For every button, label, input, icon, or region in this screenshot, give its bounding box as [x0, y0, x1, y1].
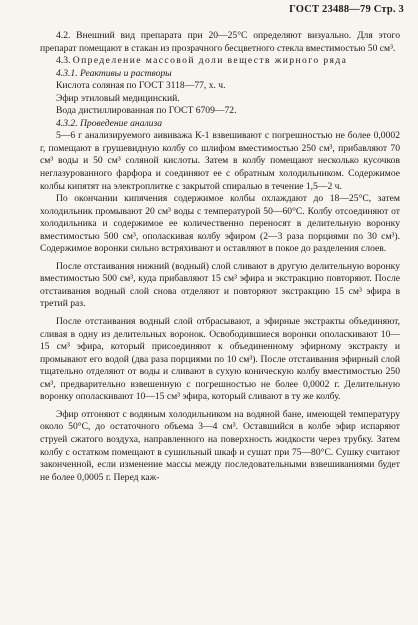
section-4-2-paragraph: 4.2. Внешний вид препарата при 20—25°С определяют визуально. Для этого препарат помещают в стакан из прозрачного бесцветного стекла вместимостью 50 см³. [40, 30, 400, 54]
document-body [40, 30, 400, 484]
section-4-3-1-heading: 4.3.1. Реактивы и растворы [56, 67, 172, 79]
section-4-3-heading [40, 55, 400, 68]
analysis-paragraph-3: После отстаивания нижний (водный) слой сливают в другую делительную воронку вместимостью 500 см³, куда прибавляют 15 см³ эфира и экстракцию повторяют. После отстаивания водный слой снова отделяют и повторяют экстракцию 15 см³ эфира в третий раз. [40, 260, 400, 310]
reagent-distilled-water: Вода дистиллированная по ГОСТ 6709—72. [56, 105, 237, 117]
analysis-paragraph-5: Эфир отгоняют с водяным холодильником на водяной бане, имеющей температуру около 50°С, до остаточного объема 3—4 см³. Оставшийся в колбе эфир испаряют струей сжатого воздуха, направленного на поверхность жидкости через трубку. Затем колбу с остатком помещают в сушильный шкаф и сушат при 75—80°С. Сушку считают законченной, если изменение массы между последовательными взвешиваниями будет не более 0,0005 г. Перед каж- [40, 408, 400, 483]
analysis-paragraph-1: 5—6 г анализируемого аививажа К-1 взвешивают с погрешностью не более 0,0002 г, помещают в грушевидную колбу со шлифом вместимостью 250 см³, прибавляют 70 см³ воды и 50 см³ соляной кислоты. Затем в колбу помещают несколько кусочков неглазурованного фарфора и соединяют ее с обратным холодильником. Содержимое колбы кипятят на электроплитке с закрытой спиралью в течение 1,5—2 ч. [40, 130, 400, 192]
analysis-paragraph-2: По окончании кипячения содержимое колбы охлаждают до 18—25°С, затем холодильник промывают 20 см³ воды с температурой 50—60°С. Колбу отсоединяют от холодильника и содержимое ее количественно переносят в делительную воронку вместимостью 500 см³, ополаскивая колбу эфиром (2—3 раза порциями по 30 см³). Содержимое воронки сильно встряхивают и оставляют в покое до разделения слоев. [40, 193, 400, 255]
analysis-paragraph-4: После отстаивания водный слой отбрасывают, а эфирные экстракты объединяют, сливая в одну из делительных воронок. Освободившиеся воронки ополаскивают 10—15 см³ эфира, который присоединяют к объединенному эфирному экстракту и промывают его водой (два раза порциями по 10 см³). После отстаивания эфирный слой тщательно отделяют от воды и сливают в сухую коническую колбу вместимостью 250 см³, предварительно взвешенную с погрешностью не более 0,0002 г. Делительную воронку ополаскивают 10—15 см³ эфира, который сливают в ту же колбу. [40, 316, 400, 403]
reagent-ether: Эфир этиловый медицинский. [56, 92, 180, 104]
section-4-3-number: 4.3. [56, 55, 71, 67]
reagent-hydrochloric-acid: Кислота соляная по ГОСТ 3118—77, х. ч. [56, 80, 226, 92]
page-header: ГОСТ 23488—79 Стр. 3 [289, 4, 404, 15]
section-4-3-2-heading: 4.3.2. Проведение анализа [56, 117, 163, 129]
section-4-3-title: Определение массовой доли веществ жирного ряда [72, 55, 348, 67]
